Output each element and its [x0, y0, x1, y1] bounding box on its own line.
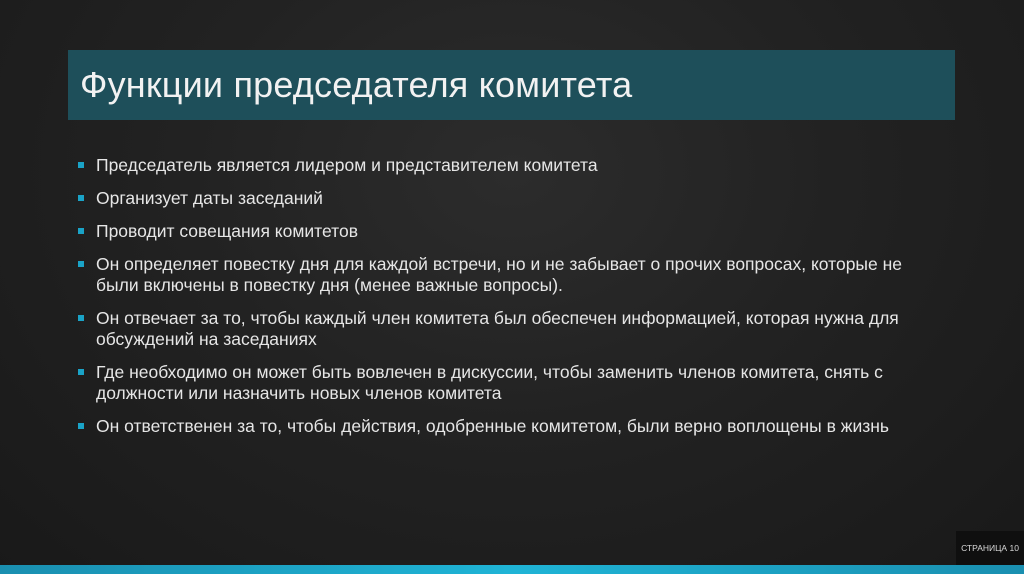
page-number-box: [956, 531, 1024, 565]
square-bullet-icon: [78, 369, 84, 375]
bullet-item: [78, 308, 938, 350]
bullet-text: Он отвечает за то, чтобы каждый член комитета был обеспечен информацией, которая нужна для обсуждений на заседаниях: [96, 308, 899, 349]
bullet-item: [78, 416, 938, 437]
square-bullet-icon: [78, 228, 84, 234]
bullet-item: [78, 188, 938, 209]
bullet-text: Проводит совещания комитетов: [96, 221, 358, 241]
bullet-text: Он ответственен за то, чтобы действия, одобренные комитетом, были верно воплощены в жизнь: [96, 416, 890, 436]
square-bullet-icon: [78, 261, 84, 267]
square-bullet-icon: [78, 195, 84, 201]
bullet-list: [78, 155, 938, 449]
title-bar: [68, 50, 955, 120]
bullet-item: [78, 362, 938, 404]
bullet-item: [78, 155, 938, 176]
bullet-item: [78, 254, 938, 296]
page-number: СТРАНИЦА 10: [961, 543, 1019, 553]
bullet-item: [78, 221, 938, 242]
bullet-text: Где необходимо он может быть вовлечен в дискуссии, чтобы заменить членов комитета, снять с должности или назначить новых членов комитета: [96, 362, 883, 403]
slide-title: Функции председателя комитета: [80, 64, 633, 105]
square-bullet-icon: [78, 162, 84, 168]
square-bullet-icon: [78, 423, 84, 429]
bullet-text: Он определяет повестку дня для каждой встречи, но и не забывает о прочих вопросах, которые не были включены в повестку дня (менее важные вопросы).: [96, 254, 902, 295]
bottom-accent-band: [0, 565, 1024, 574]
bullet-text: Председатель является лидером и представителем комитета: [96, 155, 598, 175]
bullet-text: Организует даты заседаний: [96, 188, 323, 208]
square-bullet-icon: [78, 315, 84, 321]
